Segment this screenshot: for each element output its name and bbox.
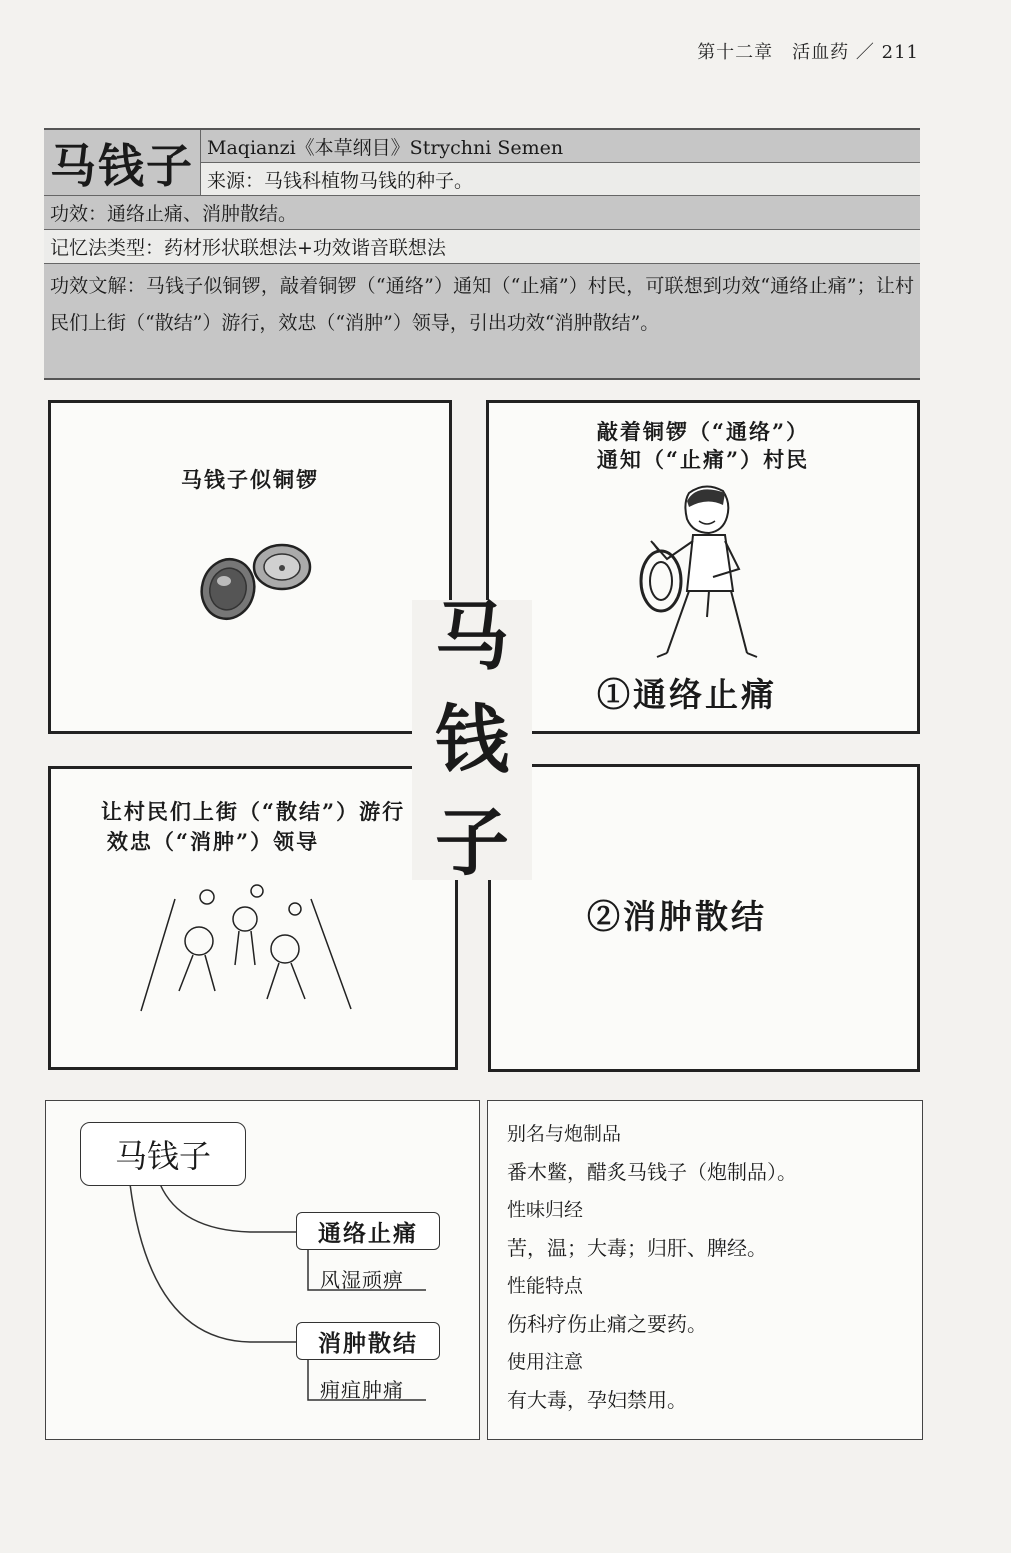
mindmap-branch-1: 通络止痛 — [296, 1212, 440, 1250]
mindmap-leaf-2: 痈疽肿痛 — [320, 1378, 404, 1402]
comic-panel-3 — [48, 766, 458, 1070]
panel1-caption: 马钱子似铜锣 — [181, 467, 319, 492]
source-line: 来源：马钱科植物马钱的种子。 — [201, 163, 920, 195]
panel3-caption-line1: 让村民们上街（“散结”）游行 — [100, 799, 406, 824]
latin-name-line: Maqianzi《本草纲目》Strychni Semen — [201, 130, 920, 163]
alias-text: 番木鳖，醋炙马钱子（炮制品）。 — [507, 1160, 797, 1184]
caution-heading: 使用注意 — [507, 1351, 584, 1373]
panel4-efficacy-title: ②消肿散结 — [587, 897, 767, 936]
seed-illustration — [186, 535, 326, 625]
comic-panel-1 — [48, 400, 452, 734]
panel2-efficacy-title: ①通络止痛 — [597, 675, 777, 714]
center-title-char-2: 钱 — [435, 697, 509, 783]
feature-heading: 性能特点 — [507, 1275, 584, 1297]
panel2-caption-line1: 敲着铜锣（“通络”） — [596, 419, 810, 444]
efficacy-line: 功效：通络止痛、消肿散结。 — [44, 196, 920, 230]
crowd-illustration — [135, 879, 375, 1019]
title-right — [201, 130, 920, 195]
caution-text: 有大毒，孕妇禁用。 — [507, 1388, 687, 1412]
details-list — [507, 1115, 797, 1419]
center-title-char-1: 马 — [435, 594, 509, 680]
taste-text: 苦，温；大毒；归肝、脾经。 — [507, 1236, 767, 1260]
mindmap-leaf-1: 风湿顽痹 — [320, 1268, 404, 1292]
center-title-char-3: 子 — [435, 800, 509, 886]
panel3-caption-line2: 效忠（“消肿”）领导 — [106, 829, 320, 854]
panel2-caption-line2: 通知（“止痛”）村民 — [596, 447, 810, 472]
taste-heading: 性味归经 — [507, 1199, 584, 1221]
gong-player-illustration — [627, 481, 777, 671]
page-header: 第十二章 活血药 ／ 211 — [697, 42, 919, 63]
comic-panel-4 — [488, 764, 920, 1072]
mindmap-root: 马钱子 — [80, 1122, 246, 1186]
title-row — [44, 130, 920, 196]
feature-text: 伤科疗伤止痛之要药。 — [507, 1312, 707, 1336]
herb-info-table — [44, 128, 920, 380]
comic-panel-2 — [486, 400, 920, 734]
center-herb-title — [412, 594, 532, 886]
alias-heading: 别名与炮制品 — [507, 1123, 622, 1145]
explanation-text: 功效文解：马钱子似铜锣，敲着铜锣（“通络”）通知（“止痛”）村民，可联想到功效“通络止痛”；让村民们上街（“散结”）游行，效忠（“消肿”）领导，引出功效“消肿散结”。 — [44, 264, 920, 378]
mindmap-branch-2: 消肿散结 — [296, 1322, 440, 1360]
memory-type-line: 记忆法类型：药材形状联想法+功效谐音联想法 — [44, 230, 920, 264]
herb-name: 马钱子 — [44, 130, 201, 195]
